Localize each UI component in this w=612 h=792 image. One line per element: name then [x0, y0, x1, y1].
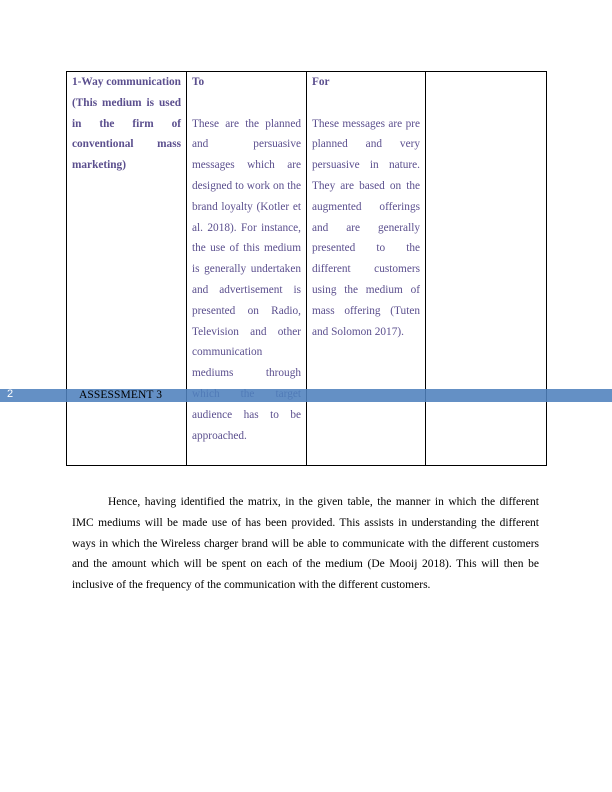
- body-paragraph: Hence, having identified the matrix, in the given table, the manner in which the different IMC mediums will be made use of has been provided. This assists in understanding the different ways in which the Wireless charger brand will be able to communicate with the different customers and the amount which will be spent on each of the medium (De Mooij 2018). This will then be inclusive of the frequency of the communication with the different customers.: [72, 496, 539, 592]
- page-number: 2: [7, 388, 14, 400]
- medium-title: 1-Way communication: [72, 76, 181, 88]
- table-cell-medium: [67, 72, 187, 466]
- table-cell-for: [307, 72, 426, 466]
- to-heading: To: [192, 76, 205, 88]
- to-text: These are the planned and persuasive messages which are designed to work on the brand loyalty (Kotler et al. 2018). For instance, the use of this medium is generally undertaken and advertisement is presented on Radio, Television and other communication mediums through audience has to be approached.: [192, 117, 301, 442]
- for-text: These messages are pre planned and very persuasive in nature. They are based on the augmented offerings and are generally presented to the different customers using the medium of mass offering (Tuten and Solomon 2017).: [312, 117, 420, 338]
- medium-note: (This medium is used in the firm of conventional mass marketing): [72, 96, 181, 172]
- imc-matrix-table: [66, 71, 547, 466]
- table-row: [67, 72, 547, 466]
- table-cell-empty: [426, 72, 547, 466]
- for-heading: For: [312, 76, 330, 88]
- running-header-title: ASSESSMENT 3: [79, 389, 163, 401]
- table-cell-to: [187, 72, 307, 466]
